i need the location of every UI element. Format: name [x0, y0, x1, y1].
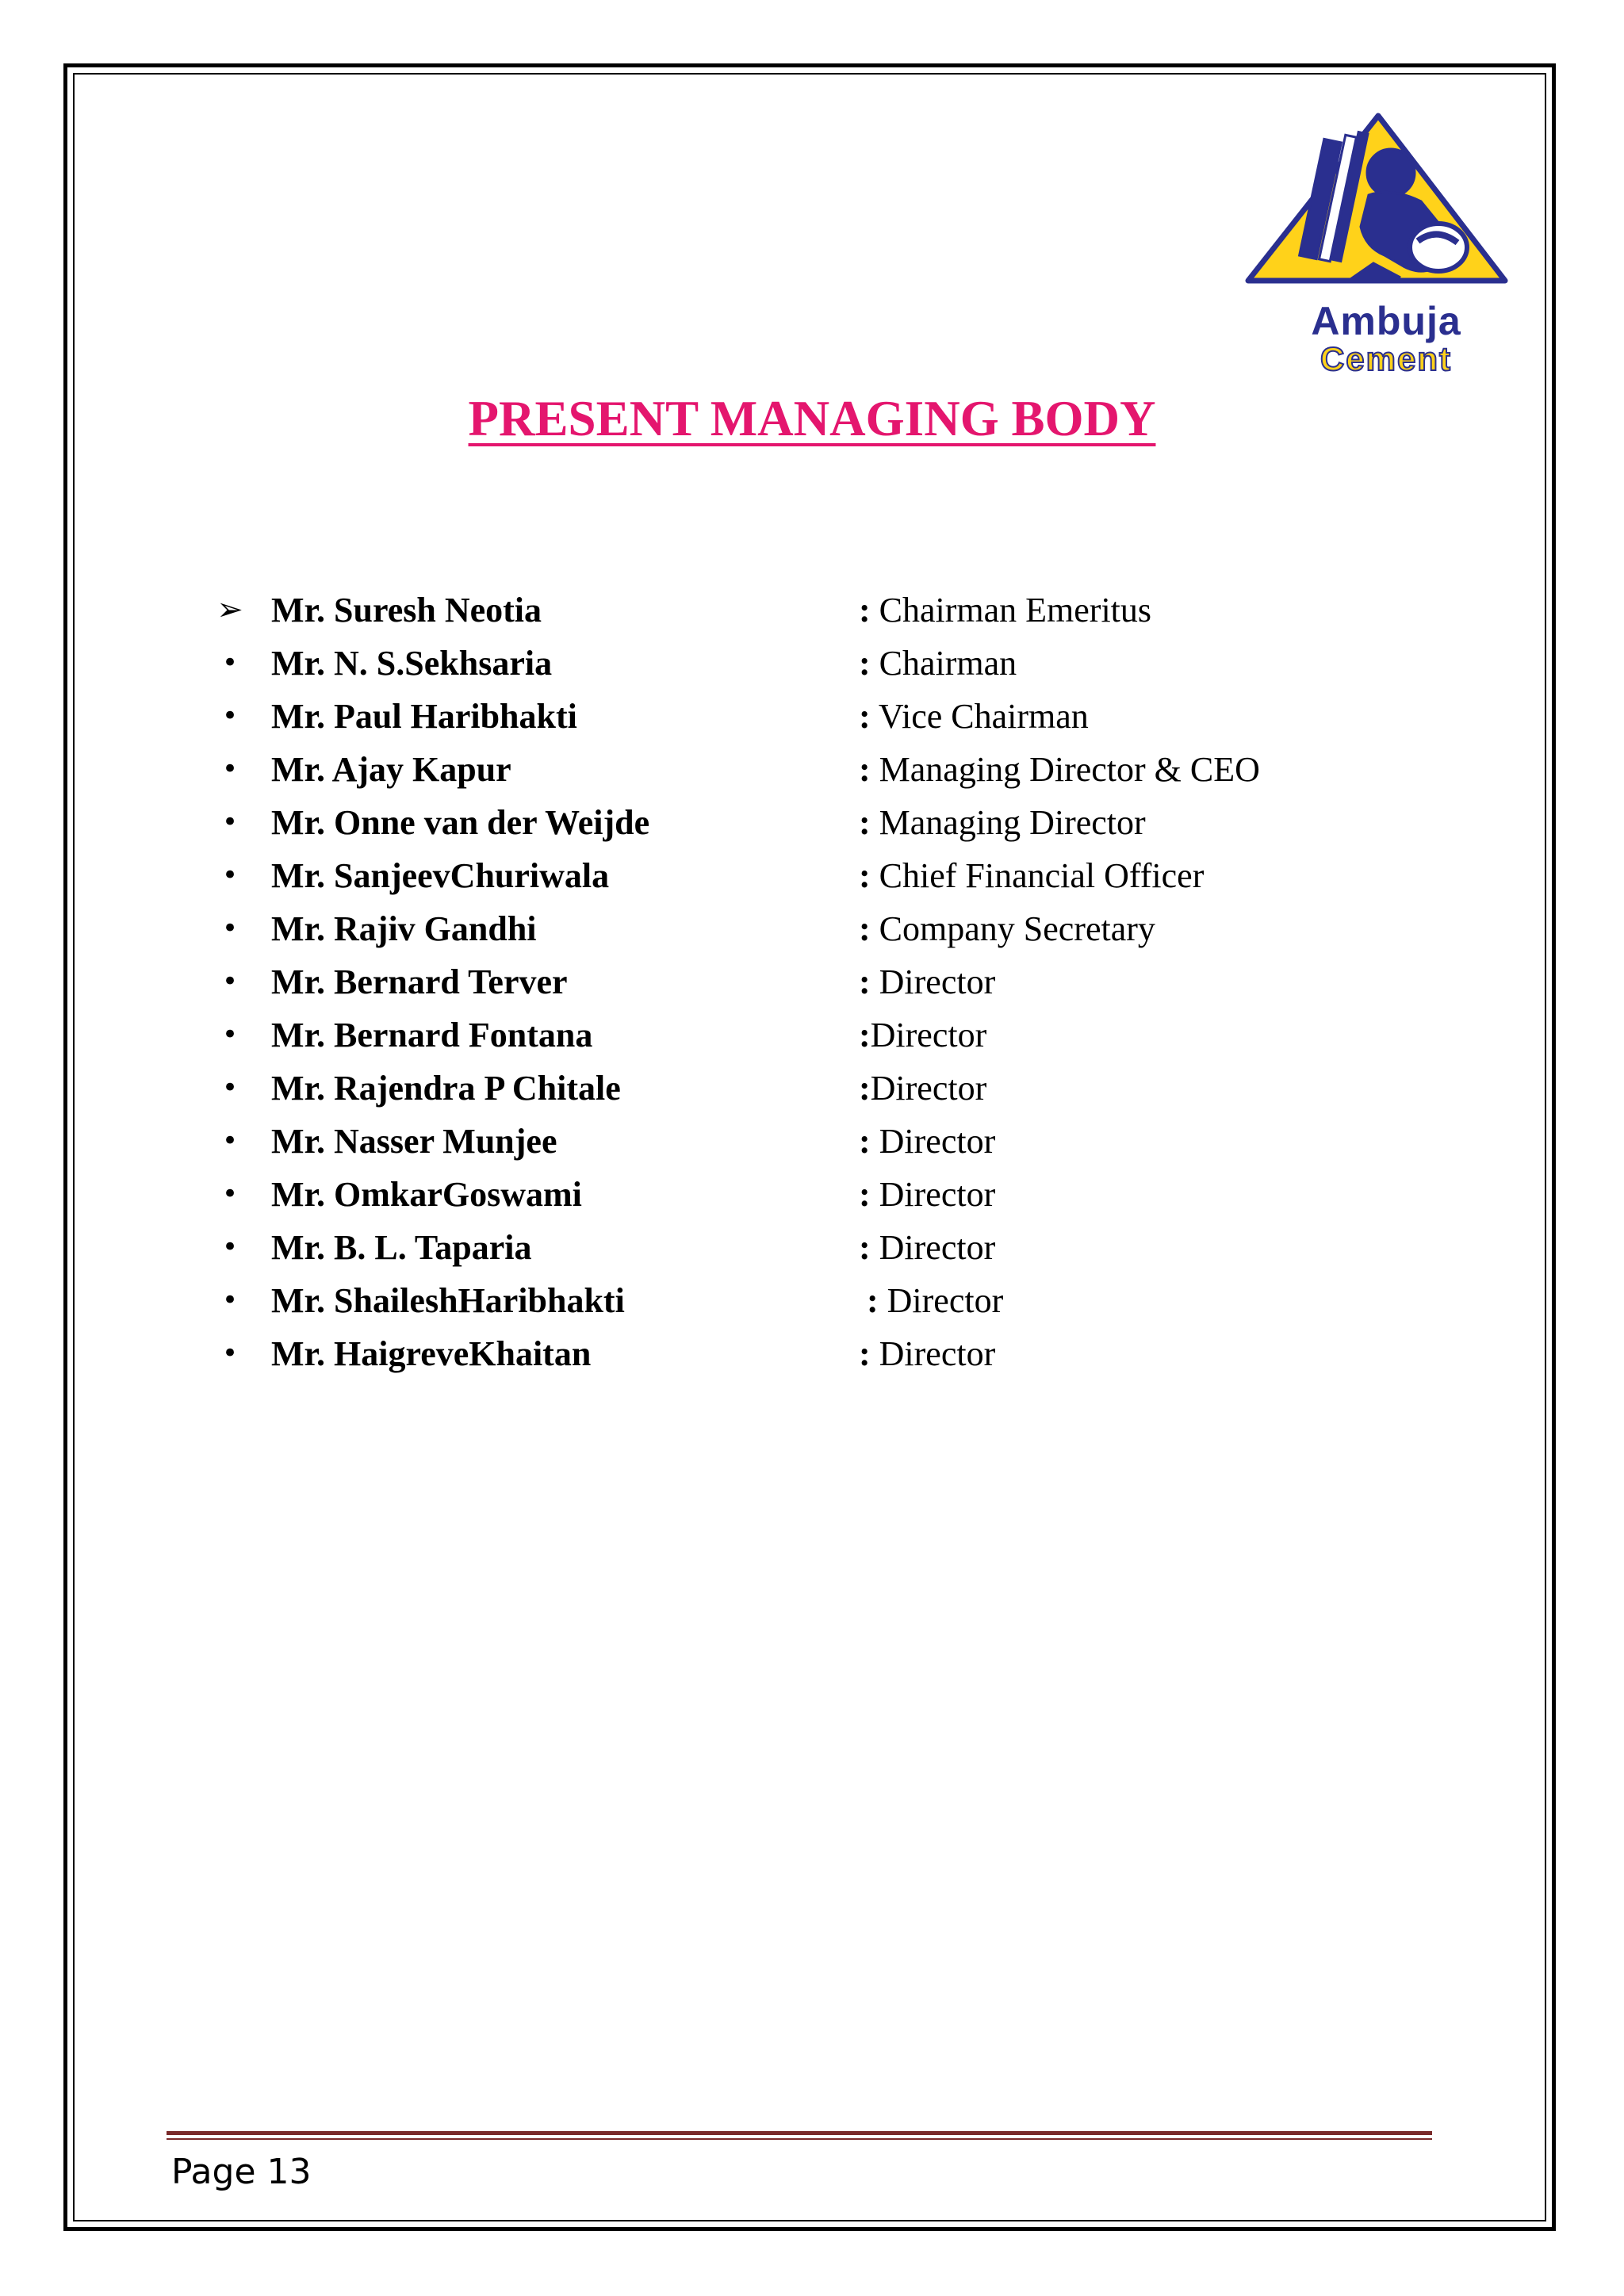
member-role — [859, 584, 1151, 637]
footer-divider — [167, 2131, 1432, 2135]
dot-bullet-icon: • — [221, 1284, 239, 1316]
role-text: Company Secretary — [870, 909, 1155, 948]
member-name: Mr. Nasser Munjee — [271, 1122, 557, 1161]
managing-body-list — [214, 584, 1404, 1380]
role-text: Director — [870, 1175, 996, 1214]
list-item — [214, 1168, 1404, 1221]
separator: : — [859, 1016, 871, 1054]
separator: : — [859, 1069, 871, 1108]
separator: : — [859, 909, 871, 948]
separator: : — [859, 697, 871, 736]
member-name: Mr. Bernard Fontana — [271, 1016, 593, 1054]
separator: : — [859, 1175, 871, 1214]
footer-divider-thin — [167, 2138, 1432, 2140]
member-name: Mr. SanjeevChuriwala — [271, 856, 610, 895]
separator: : — [859, 1228, 871, 1267]
dot-bullet-icon: • — [221, 1337, 239, 1369]
dot-bullet-icon: • — [221, 966, 239, 997]
list-item — [214, 796, 1404, 849]
member-name: Mr. Rajiv Gandhi — [271, 909, 537, 948]
member-role — [859, 1115, 995, 1168]
member-role — [859, 955, 995, 1008]
list-item — [214, 690, 1404, 743]
dot-bullet-icon: • — [221, 1125, 239, 1157]
member-role — [859, 690, 1089, 743]
dot-bullet-icon: • — [221, 1019, 239, 1050]
dot-bullet-icon: • — [221, 1178, 239, 1210]
page-number: Page 13 — [171, 2152, 312, 2192]
member-role — [859, 796, 1146, 849]
role-text: Chief Financial Officer — [870, 856, 1205, 895]
separator: : — [859, 803, 871, 842]
list-item — [214, 849, 1404, 902]
separator: : — [859, 750, 871, 789]
arrow-bullet-icon: ➢ — [216, 591, 243, 628]
logo-wordmark — [1283, 301, 1489, 376]
member-role — [859, 1008, 986, 1062]
list-item — [214, 1008, 1404, 1062]
role-text: Vice Chairman — [870, 697, 1089, 736]
separator: : — [859, 591, 871, 629]
member-name: Mr. Paul Haribhakti — [271, 697, 577, 736]
dot-bullet-icon: • — [221, 1231, 239, 1263]
role-text: Director — [870, 1069, 987, 1108]
member-name: Mr. OmkarGoswami — [271, 1175, 582, 1214]
member-name: Mr. Suresh Neotia — [271, 591, 542, 629]
dot-bullet-icon: • — [221, 700, 239, 732]
list-item — [214, 743, 1404, 796]
dot-bullet-icon: • — [221, 913, 239, 944]
member-role — [859, 1327, 995, 1380]
separator: : — [859, 962, 871, 1001]
list-item — [214, 1115, 1404, 1168]
separator: : — [859, 856, 871, 895]
list-item — [214, 1327, 1404, 1380]
member-name: Mr. B. L. Taparia — [271, 1228, 532, 1267]
member-name: Mr. Onne van der Weijde — [271, 803, 650, 842]
role-text: Chairman — [870, 644, 1017, 683]
member-name: Mr. Bernard Terver — [271, 962, 568, 1001]
member-name: Mr. Ajay Kapur — [271, 750, 511, 789]
dot-bullet-icon: • — [221, 859, 239, 891]
role-text: Director — [878, 1281, 1004, 1320]
dot-bullet-icon: • — [221, 806, 239, 838]
dot-bullet-icon: • — [221, 1072, 239, 1104]
separator: : — [859, 644, 871, 683]
logo-sub-text: Cement — [1320, 340, 1453, 377]
logo-brand-text: Ambuja — [1311, 299, 1461, 343]
member-role — [859, 1062, 986, 1115]
role-text: Director — [870, 1228, 996, 1267]
member-name: Mr. Rajendra P Chitale — [271, 1069, 621, 1108]
member-role — [859, 637, 1017, 690]
role-text: Director — [870, 1122, 996, 1161]
separator: : — [867, 1281, 879, 1320]
member-name: Mr. ShaileshHaribhakti — [271, 1281, 625, 1320]
member-role — [859, 902, 1155, 955]
separator: : — [859, 1334, 871, 1373]
role-text: Director — [870, 962, 996, 1001]
list-item — [214, 1062, 1404, 1115]
list-item — [214, 637, 1404, 690]
member-name: Mr. N. S.Sekhsaria — [271, 644, 553, 683]
member-role — [859, 743, 1260, 796]
dot-bullet-icon: • — [221, 753, 239, 785]
member-role — [859, 1168, 995, 1221]
list-item — [214, 1221, 1404, 1274]
role-text: Managing Director & CEO — [870, 750, 1260, 789]
role-text: Managing Director — [870, 803, 1146, 842]
member-role — [867, 1274, 1003, 1327]
separator: : — [859, 1122, 871, 1161]
list-item — [214, 1274, 1404, 1327]
role-text: Chairman Emeritus — [870, 591, 1152, 629]
member-role — [859, 1221, 995, 1274]
page-title: PRESENT MANAGING BODY — [468, 391, 1156, 446]
list-item — [214, 584, 1404, 637]
list-item — [214, 902, 1404, 955]
role-text: Director — [870, 1334, 996, 1373]
role-text: Director — [870, 1016, 987, 1054]
list-item — [214, 955, 1404, 1008]
dot-bullet-icon: • — [221, 647, 239, 679]
member-role — [859, 849, 1204, 902]
member-name: Mr. HaigreveKhaitan — [271, 1334, 592, 1373]
